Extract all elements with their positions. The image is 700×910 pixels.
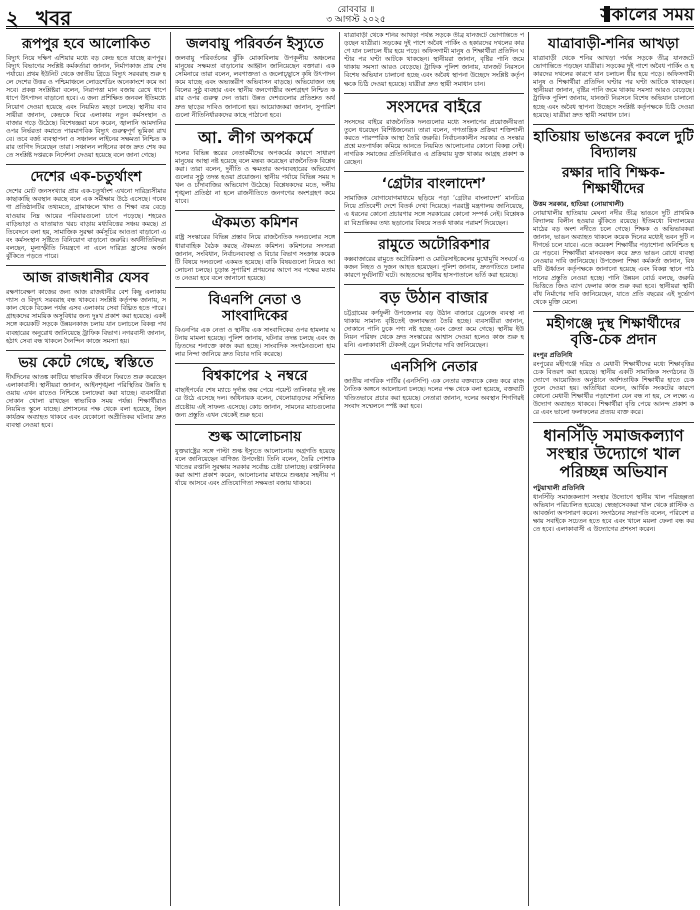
- continued-text: যাত্রাবাড়ী থেকে শনির আখড়া পর্যন্ত সড়কে তীব্র যানজটে ভোগান্তিতে পড়ছেন যাত্রীরা। সড়কের দুই পাশে অবৈধ পার্কিং ও হকারদের দখলের কারণে যান চলাচল ধীর হয়ে পড়ে। অফিসগামী মানুষ ও শিক্ষার্থীরা প্রতিদিন ঘণ্টার পর ঘণ্টা আটকে থাকছেন। স্থানীয়রা জানান, বৃষ্টির পানি জমে থাকায় সমস্যা আরও বেড়েছে। ট্রাফিক পুলিশ জানায়, যানজট নিরসনে বিশেষ অভিযান চালানো হচ্ছে এবং অবৈধ স্থাপনা উচ্ছেদে সংশ্লিষ্ট কর্তৃপক্ষকে চিঠি দেওয়া হয়েছে। যাত্রীরা দ্রুত স্থায়ী সমাধান চান।: [344, 32, 524, 88]
- article-ncp: [344, 359, 524, 410]
- headline: মহীগঞ্জে দুস্থ শিক্ষার্থীদের বৃত্তি-চেক প্রদান: [546, 315, 681, 348]
- headline: ঐকমত্য কমিশন: [211, 215, 299, 232]
- article-boro-uthan: [344, 289, 524, 350]
- article-body: জলবায়ু পরিবর্তনের ঝুঁকি মোকাবিলায় উপকূলীয় অঞ্চলের মানুষের সক্ষমতা বাড়ানোর আহ্বান জানিয়েছেন বক্তারা। এক সেমিনারে তারা বলেন, লবণাক্ততা ও জলোচ্ছ্বাসে কৃষি উৎপাদন কমে যাচ্ছে এবং অভ্যন্তরীণ অভিবাসন বাড়ছে। অভিযোজন তহবিলের সুষ্ঠু ব্যবহার এবং স্থানীয় জনগোষ্ঠীর অংশগ্রহণ নিশ্চিত করার ওপর গুরুত্ব দেন তারা। উন্নত দেশগুলোর প্রতিশ্রুত অর্থ দ্রুত ছাড়ের দাবিও জানানো হয়। আয়োজকরা জানান, সুপারিশগুলো নীতিনির্ধারকদের কাছে পাঠানো হবে।: [175, 55, 335, 119]
- headline: শুল্ক আলোচনায়: [208, 428, 302, 445]
- headline: রূপপুর হবে আলোকিত: [21, 36, 151, 52]
- article-sangsad: [344, 98, 524, 168]
- headline: যাত্রাবাড়ী-শনির আখড়া: [548, 36, 679, 52]
- article-body: যুক্তরাষ্ট্রের সঙ্গে পাল্টা শুল্ক ইস্যুতে আলোচনায় অগ্রগতি হয়েছে বলে জানিয়েছেন বাণিজ্য উপদেষ্টা। তিনি বলেন, তৈরি পোশাক খাতের রপ্তানি সুরক্ষায় সরকার সর্বোচ্চ চেষ্টা চালাচ্ছে। রপ্তানিকারকরা আশা প্রকাশ করেন, আলোচনার মাধ্যমে শুল্কহার সহনীয় পর্যায়ে আসবে এবং প্রতিযোগিতা সক্ষমতা বজায় থাকবে।: [175, 447, 335, 488]
- headline: আজ রাজধানীর যেসব: [23, 270, 149, 287]
- issue-day: রোববার ॥: [337, 5, 375, 15]
- column-2: [175, 32, 335, 906]
- article-bnp-neta: [175, 292, 335, 359]
- article-body: রক্ষণাবেক্ষণ কাজের জন্য আজ রাজধানীর বেশ কিছু এলাকায় গ্যাস ও বিদ্যুৎ সরবরাহ বন্ধ থাকবে। সংশ্লিষ্ট কর্তৃপক্ষ জানায়, সকাল থেকে বিকেল পর্যন্ত এসব এলাকায় সেবা বিঘ্নিত হতে পারে। গ্রাহকদের সাময়িক অসুবিধার জন্য দুঃখ প্রকাশ করা হয়েছে। একই সঙ্গে কয়েকটি সড়কে উন্নয়নকাজ চলায় যান চলাচলে বিকল্প পথ ব্যবহারের অনুরোধ জানিয়েছে ট্রাফিক বিভাগ। নগরবাসী জানান, হঠাৎ সেবা বন্ধ থাকলে দৈনন্দিন কাজে সমস্যা হয়।: [6, 289, 166, 345]
- article-mahiganj: [533, 316, 694, 418]
- column-1: [6, 32, 166, 906]
- headline: রামুতে অটোরিকশার: [378, 236, 490, 253]
- article-dhanshiri: [533, 427, 694, 534]
- article-body: বিদ্যুৎ নিয়ে দক্ষিণ এশিয়ার মধ্যে বড় কেন্দ্র হতে যাচ্ছে রূপপুর। বিদ্যুৎ বিভাগের সংশ্লিষ্ট কর্মকর্তারা জানান, নির্মাণকাজ প্রায় শেষ পর্যায়ে। প্রথম ইউনিট থেকে জাতীয় গ্রিডে বিদ্যুৎ সরবরাহ শুরু হলে দেশের উত্তর ও পশ্চিমাঞ্চলে লোডশেডিং অনেকাংশে কমে আসবে। প্রকল্প সংশ্লিষ্টরা বলেন, নিরাপত্তা মান বজায় রেখে ধাপে ধাপে উৎপাদন বাড়ানো হবে। এ জন্য প্রশিক্ষিত জনবল ইতিমধ্যে নিয়োগ দেওয়া হয়েছে এবং নিয়মিত মহড়া চলছে। স্থানীয় ব্যবসায়ীরা জানান, কেন্দ্রকে ঘিরে এলাকায় নতুন কর্মসংস্থান ও বাজার গড়ে উঠেছে। বিশেষজ্ঞরা মনে করেন, জ্বালানি আমদানির ওপর নির্ভরতা কমাতে পারমাণবিক বিদ্যুৎ গুরুত্বপূর্ণ ভূমিকা রাখবে। তবে বর্জ্য ব্যবস্থাপনা ও সঞ্চালন লাইনের সক্ষমতা নিশ্চিত করার তাগিদ দিয়েছেন তারা। সঞ্চালন লাইনের কাজ দ্রুত শেষ করতে সংশ্লিষ্ট দপ্তরকে নির্দেশনা দেওয়া হয়েছে বলে জানা গেছে।: [6, 55, 166, 160]
- article-body: বাছাইপর্বের শেষ ম্যাচে দুর্দান্ত জয় পেয়ে পয়েন্ট তালিকার দুই নম্বরে উঠে এসেছে দল। অধিনায়ক বলেন, খেলোয়াড়দের সম্মিলিত প্রচেষ্টায় এই সাফল্য এসেছে। কোচ জানান, সামনের ম্যাচগুলোর জন্য প্রস্তুতি এখন থেকেই শুরু হবে।: [175, 387, 335, 419]
- article-body: দলের বিভিন্ন স্তরের নেতাকর্মীদের অপকর্মের কারণে সাধারণ মানুষের আস্থা নষ্ট হয়েছে বলে মন্তব্য করেছেন রাজনৈতিক বিশ্লেষকরা। তারা বলেন, দুর্নীতি ও ক্ষমতার অপব্যবহারের অভিযোগগুলোর সুষ্ঠু তদন্ত হওয়া প্রয়োজন। স্থানীয় পর্যায়ে বিভিন্ন সময় দখল ও চাঁদাবাজির অভিযোগ উঠেছে। বিশ্লেষকদের মতে, দলীয় শৃঙ্খলা প্রতিষ্ঠা না হলে রাজনীতিতে জনগণের অংশগ্রহণ কমে যাবে।: [175, 149, 335, 206]
- headline: ধানসিঁড়ি সমাজকল্যাণ সংস্থার উদ্যোগে খাল পরিচ্ছন্ন অভিযান: [543, 425, 684, 481]
- article-body: নোয়াখালীর হাতিয়ায় মেঘনা নদীর তীব্র ভাঙনে দুটি প্রাথমিক বিদ্যালয় বিলীন হওয়ার ঝুঁকিতে রয়েছে। ইতিমধ্যে বিদ্যালয়ের মাঠের বড় অংশ নদীতে চলে গেছে। শিক্ষক ও অভিভাবকরা জানান, ভাঙন অব্যাহত থাকলে কয়েক দিনের মধ্যেই ভবন দুটি নদীগর্ভে চলে যাবে। এতে কয়েকশ শিক্ষার্থীর পড়াশোনা অনিশ্চিত হয়ে পড়বে। শিক্ষার্থীরা মানববন্ধন করে দ্রুত ভাঙন রোধে ব্যবস্থা নেওয়ার দাবি জানিয়েছে। উপজেলা শিক্ষা কর্মকর্তা জানান, বিষয়টি ঊর্ধ্বতন কর্তৃপক্ষকে জানানো হয়েছে এবং বিকল্প স্থানে পাঠদানের প্রস্তুতি নেওয়া হচ্ছে। পানি উন্নয়ন বোর্ড বলছে, জরুরি ভিত্তিতে জিও ব্যাগ ফেলার কাজ শুরু করা হবে। স্থানীয়রা স্থায়ী বাঁধ নির্মাণের দাবি জানিয়েছেন, যাতে প্রতি বছরের এই দুর্ভোগ থেকে মুক্তি মেলে।: [533, 209, 694, 306]
- article-body: জাতীয় নাগরিক পার্টির (এনসিপি) এক নেতার বক্তব্যকে কেন্দ্র করে রাজনৈতিক অঙ্গনে আলোচনা চলছে। দলের পক্ষ থেকে বলা হয়েছে, বক্তব্যটি খণ্ডিতভাবে প্রচার করা হয়েছে। নেতারা জানান, দলের অবস্থান শিগগিরই সংবাদ সম্মেলনে স্পষ্ট করা হবে।: [344, 378, 524, 410]
- article-jalabayu: [175, 36, 335, 120]
- article-body: দীর্ঘদিনের আতঙ্ক কাটিয়ে স্বাভাবিক জীবনে ফিরতে শুরু করেছেন এলাকাবাসী। স্থানীয়রা জানান, আইনশৃঙ্খলা পরিস্থিতির উন্নতি হওয়ায় এখন রাতেও নিশ্চিন্তে চলাফেরা করা যাচ্ছে। ব্যবসায়ীরা দোকান খোলা রাখছেন স্বাভাবিক সময় পর্যন্ত। শিক্ষার্থীরাও নিয়মিত স্কুলে যাচ্ছে। প্রশাসনের পক্ষ থেকে বলা হয়েছে, টহল কার্যক্রম অব্যাহত থাকবে এবং যেকোনো অপ্রীতিকর ঘটনায় দ্রুত ব্যবস্থা নেওয়া হবে।: [6, 373, 166, 430]
- article-league: [175, 129, 335, 207]
- headline: দেশের এক-চতুর্থাংশ: [30, 169, 142, 186]
- article-body: দেশের মোট জনসংখ্যার প্রায় এক-চতুর্থাংশ এখনো দারিদ্র্যসীমার কাছাকাছি অবস্থান করছে বলে এক সমীক্ষায় উঠে এসেছে। গবেষণা প্রতিষ্ঠানটির তথ্যমতে, গ্রামাঞ্চলে খাদ্য ও শিক্ষা ব্যয় বেড়ে যাওয়ায় নিম্ন আয়ের পরিবারগুলো চাপে পড়েছে। শহরেও বাড়িভাড়া ও যাতায়াত খরচ বাড়ায় মধ্যবিত্তের সঞ্চয় কমছে। প্রতিবেদনে বলা হয়, সামাজিক সুরক্ষা কর্মসূচির আওতা বাড়ানো এবং কর্মসংস্থান সৃষ্টিতে বিনিয়োগ বাড়ানো জরুরি। অর্থনীতিবিদরা বলছেন, মূল্যস্ফীতি নিয়ন্ত্রণে না এলে দারিদ্র্য হ্রাসের অর্জন ঝুঁকিতে পড়তে পারে।: [6, 188, 166, 260]
- headline: ভয় কেটে গেছে, স্বস্তিতে: [18, 354, 154, 371]
- article-shulka: [175, 429, 335, 488]
- subheadline: রক্ষার দাবি শিক্ষক-শিক্ষার্থীদের: [562, 164, 665, 197]
- masthead: [6, 4, 694, 29]
- headline: বড় উঠান বাজার: [380, 287, 488, 307]
- page-number: ২: [6, 6, 20, 30]
- headline: আ. লীগ অপকর্মে: [197, 127, 313, 147]
- article-body: কক্সবাজারের রামুতে অটোরিকশা ও মোটরসাইকেলের মুখোমুখি সংঘর্ষে একজন নিহত ও দুজন আহত হয়েছেন। পুলিশ জানায়, দ্রুতগতিতে চলার কারণে দুর্ঘটনাটি ঘটে। আহতদের স্থানীয় হাসপাতালে ভর্তি করা হয়েছে।: [344, 255, 524, 279]
- article-body: বিএনপির এক নেতা ও স্থানীয় এক সাংবাদিকের ওপর হামলার ঘটনায় মামলা হয়েছে। পুলিশ জানায়, ঘটনার তদন্ত চলছে এবং জড়িতদের শনাক্তে কাজ করা হচ্ছে। সাংবাদিক সংগঠনগুলো হামলার নিন্দা জানিয়ে দ্রুত বিচার দাবি করেছে।: [175, 326, 335, 359]
- headline: বিএনপি নেতা ও সাংবাদিকের: [208, 291, 302, 324]
- article-greater: [344, 176, 524, 227]
- article-oikyamat: [175, 215, 335, 283]
- headline: ‘গ্রেটার বাংলাদেশ’: [381, 176, 487, 193]
- headline: জলবায়ু পরিবর্তন ইস্যুতে: [186, 36, 324, 52]
- byline: পটুয়াখালী প্রতিনিধি: [533, 483, 585, 492]
- newspaper-logo: সকালের সময়: [600, 5, 694, 25]
- article-ramut: [344, 237, 524, 280]
- byline: রংপুর প্রতিনিধি: [533, 350, 573, 359]
- article-raja: [6, 270, 166, 346]
- article-body: সামাজিক যোগাযোগমাধ্যমে ছড়িয়ে পড়া ‘গ্রেটার বাংলাদেশ’ মানচিত্র নিয়ে প্রতিবেশী দেশে বিতর্ক দেখা দিয়েছে। পররাষ্ট্র মন্ত্রণালয় জানিয়েছে, এ ধরনের কোনো প্রচারণার সঙ্গে সরকারের কোনো সম্পর্ক নেই। বিশ্লেষকরা বিভ্রান্তিকর তথ্য ছড়ানোর বিষয়ে সতর্ক থাকার পরামর্শ দিয়েছেন।: [344, 195, 524, 227]
- byline: উত্তম সরকার, হাতিয়া (নোয়াখালী): [533, 199, 625, 208]
- article-hatiya: [533, 129, 694, 307]
- article-body: চট্টগ্রামের কর্ণফুলী উপজেলার বড় উঠান বাজারে ড্রেনেজ ব্যবস্থা না থাকায় সামান্য বৃষ্টিতেই জলাবদ্ধতা তৈরি হচ্ছে। ব্যবসায়ীরা জানান, দোকানে পানি ঢুকে পণ্য নষ্ট হচ্ছে এবং ক্রেতা কমে গেছে। স্থানীয় ইউনিয়ন পরিষদ থেকে দ্রুত সংস্কারের আশ্বাস দেওয়া হলেও কাজ শুরু হয়নি। এলাকাবাসী টেকসই ড্রেন নির্মাণের দাবি জানিয়েছেন।: [344, 309, 524, 350]
- headline: এনসিপি নেতার: [390, 359, 478, 376]
- issue-date: [306, 5, 406, 25]
- article-body: রংপুরের মহীগঞ্জে দরিদ্র ও মেধাবী শিক্ষার্থীদের মধ্যে শিক্ষাবৃত্তির চেক বিতরণ করা হয়েছে। স্থানীয় একটি সামাজিক সংগঠনের উদ্যোগে আয়োজিত অনুষ্ঠানে অর্ধশতাধিক শিক্ষার্থীর হাতে চেক তুলে দেওয়া হয়। অতিথিরা বলেন, আর্থিক সংকটের কারণে কোনো মেধাবী শিক্ষার্থীর পড়াশোনা যেন বন্ধ না হয়, সে লক্ষ্যে এ উদ্যোগ অব্যাহত থাকবে। শিক্ষার্থীরা বৃত্তি পেয়ে আনন্দ প্রকাশ করে এবং ভালো ফলাফলের প্রত্যয় ব্যক্ত করে।: [533, 360, 694, 417]
- article-bhoy: [6, 355, 166, 431]
- article-rupapur: [6, 36, 166, 160]
- article-jatrabari: [533, 36, 694, 120]
- article-bishwakap: [175, 368, 335, 419]
- headline: হাতিয়ায় ভাঙনের কবলে দুটি বিদ্যালয়: [533, 128, 694, 161]
- article-body: রাষ্ট্র সংস্কারের বিভিন্ন প্রস্তাব নিয়ে রাজনৈতিক দলগুলোর সঙ্গে ধারাবাহিক বৈঠক করছে ঐকমত্য কমিশন। কমিশনের সদস্যরা জানান, সংবিধান, নির্বাচনব্যবস্থা ও বিচার বিভাগ সংক্রান্ত কয়েকটি বিষয়ে দলগুলো একমত হয়েছে। বাকি বিষয়গুলো নিয়েও আলোচনা চলছে। চূড়ান্ত সুপারিশ প্রণয়নের আগে সব পক্ষের মতামত নেওয়া হবে বলে জানানো হয়েছে।: [175, 234, 335, 282]
- issue-date-text: ৩ আগস্ট ২০২৫: [326, 15, 386, 25]
- headline: বিশ্বকাপের ২ নম্বরে: [202, 368, 308, 385]
- article-body: সংসদের বাইরে রাজনৈতিক দলগুলোর মধ্যে সংলাপের প্রয়োজনীয়তা তুলে ধরেছেন বিশিষ্টজনেরা। তারা বলেন, গণতান্ত্রিক প্রক্রিয়া শক্তিশালী করতে পারস্পরিক আস্থা তৈরি জরুরি। নির্বাচনকালীন সরকার ও সংস্কার প্রশ্নে মতপার্থক্য কমিয়ে আনতে নিয়মিত আলোচনার কোনো বিকল্প নেই। নাগরিক সমাজের প্রতিনিধিরাও এ প্রক্রিয়ায় যুক্ত থাকার আগ্রহ প্রকাশ করেছেন।: [344, 118, 524, 167]
- column-3: [344, 32, 524, 906]
- article-body: ধানসিঁড়ি সমাজকল্যাণ সংস্থার উদ্যোগে স্থানীয় খাল পরিচ্ছন্নতা অভিযান পরিচালিত হয়েছে। স্বেচ্ছাসেবকরা খাল থেকে প্লাস্টিক ও আবর্জনা অপসারণ করেন। সংগঠনের সভাপতি বলেন, পরিবেশ রক্ষায় সবাইকে সচেতন হতে হবে এবং খালে ময়লা ফেলা বন্ধ করতে হবে। এলাকাবাসী এ উদ্যোগের প্রশংসা করেন।: [533, 493, 694, 533]
- article-desher-ek: [6, 169, 166, 261]
- section-title: খবর: [36, 6, 72, 30]
- article-body: যাত্রাবাড়ী থেকে শনির আখড়া পর্যন্ত সড়কে তীব্র যানজটে ভোগান্তিতে পড়ছেন যাত্রীরা। সড়কের দুই পাশে অবৈধ পার্কিং ও হকারদের দখলের কারণে যান চলাচল ধীর হয়ে পড়ে। অফিসগামী মানুষ ও শিক্ষার্থীরা প্রতিদিন ঘণ্টার পর ঘণ্টা আটকে থাকছেন। স্থানীয়রা জানান, বৃষ্টির পানি জমে থাকায় সমস্যা আরও বেড়েছে। ট্রাফিক পুলিশ জানায়, যানজট নিরসনে বিশেষ অভিযান চালানো হচ্ছে এবং অবৈধ স্থাপনা উচ্ছেদে সংশ্লিষ্ট কর্তৃপক্ষকে চিঠি দেওয়া হয়েছে। যাত্রীরা দ্রুত স্থায়ী সমাধান চান।: [533, 55, 694, 119]
- headline: সংসদের বাইরে: [386, 96, 482, 116]
- column-4: [533, 32, 694, 906]
